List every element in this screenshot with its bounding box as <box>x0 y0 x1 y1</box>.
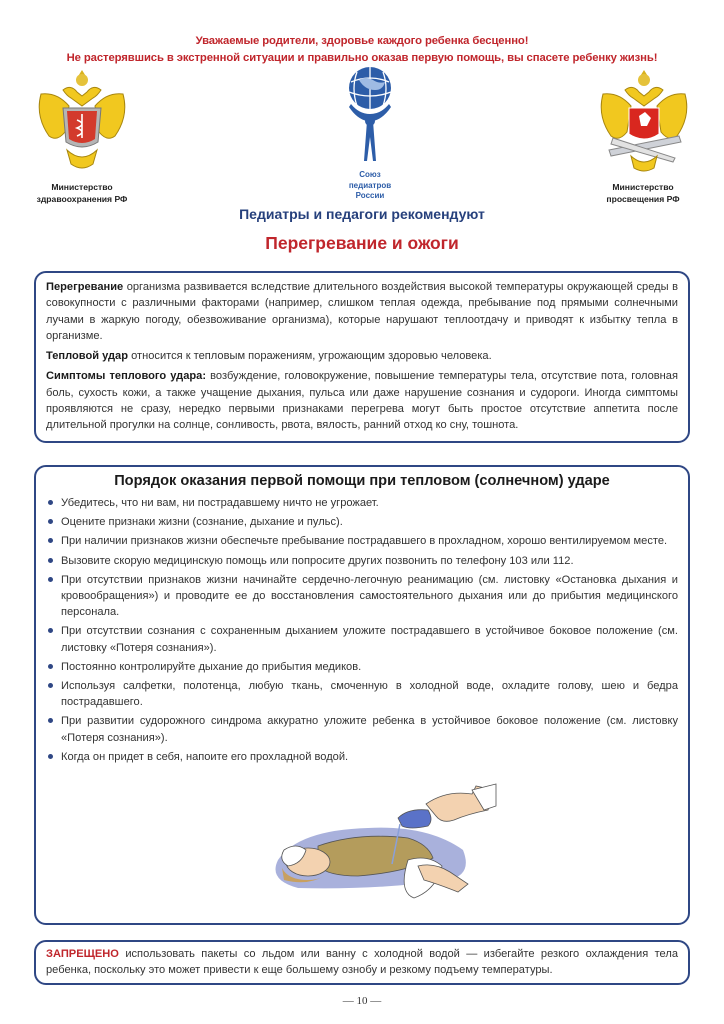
list-item <box>46 749 678 765</box>
union-of-pediatricians-caption <box>330 170 410 202</box>
intro-box <box>34 271 690 443</box>
symptoms-term: Симптомы теплового удара: <box>46 370 207 383</box>
step-text: Вызовите скорую медицинскую помощь или попросите других позвонить по телефону 103 или 112. <box>61 554 574 567</box>
header-line-1: Уважаемые родители, здоровье каждого ребенка бесценно! <box>195 35 529 47</box>
ministry-of-education-emblem-icon <box>595 66 693 174</box>
list-item <box>46 713 678 745</box>
page-title: Перегревание и ожоги <box>265 233 459 253</box>
step-text: Постоянно контролируйте дыхание до прибытия медиков. <box>61 660 362 673</box>
bullet-icon <box>48 558 53 563</box>
bullet-icon <box>48 519 53 524</box>
warning-text: использовать пакеты со льдом или ванну с холодной водой — избегайте резкого охлаждения тела ребенка, поскольку это может привести к еще большему ознобу и резкому подъему температуры. <box>46 948 678 977</box>
list-item <box>46 514 678 530</box>
step-text: При отсутствии сознания с сохраненным дыханием уложите пострадавшего в устойчивое боковое положение (см. листовку «Потеря сознания»). <box>61 625 678 654</box>
union-of-pediatricians-logo-icon <box>337 64 403 168</box>
heatstroke-paragraph <box>46 348 678 364</box>
warning-term: ЗАПРЕЩЕНО <box>46 948 119 960</box>
list-item <box>46 623 678 655</box>
step-text: При отсутствии признаков жизни начинайте сердечно-легочную реанимацию (см. листовку «Остановка дыхания и кровообращения») и проводите ее до восстановления самостоятельного дыхания или до прибытия медицинского персонала. <box>61 573 678 619</box>
step-text: Оцените признаки жизни (сознание, дыхание и пульс). <box>61 516 343 529</box>
warning-paragraph <box>46 946 678 979</box>
bullet-icon <box>48 500 53 505</box>
warning-box <box>34 940 690 985</box>
header-line-2: Не растерявшись в экстренной ситуации и правильно оказав первую помощь, вы спасете ребенку жизнь! <box>66 52 658 64</box>
symptoms-text: возбуждение, головокружение, повышение температуры тела, отсутствие пота, головная боль, сухость кожи, а также учащение дыхания, пульса или даже нарушение сознания и судороги. Иногда симптомы проявляются не сразу, нередко первыми признаками перегрева могут быть простое отсутствие аппетита после длительной прогулки на солнце, сонливость, рвота, вялость, ранний отход ко сну, тошнота. <box>46 370 678 432</box>
heatstroke-text: относится к тепловым поражениям, угрожающим здоровью человека. <box>128 350 492 363</box>
bullet-icon <box>48 664 53 669</box>
page-number: — 10 — <box>342 995 382 1007</box>
caption-line: педиатров <box>348 180 392 190</box>
heatstroke-term: Тепловой удар <box>46 350 129 363</box>
first-aid-title: Порядок оказания первой помощи при тепловом (солнечном) ударе <box>114 473 610 489</box>
ministry-of-education-caption <box>583 181 703 205</box>
list-item <box>46 572 678 621</box>
caption-line: Министерство <box>612 182 674 192</box>
overheating-text: организма развивается вследствие длительного воздействия высокой температуры окружающей среды в совокупности с различными факторами (например, слишком теплая одежда, пребывание под прямыми солнечными лучами в жаркую погоду, обезвоживание организма), которые нарушают теплоотдачу и приводят к избытку тепла в организме. <box>46 281 678 342</box>
ministry-of-health-caption <box>22 181 142 205</box>
bullet-icon <box>48 718 53 723</box>
list-item <box>46 495 678 511</box>
step-text: Убедитесь, что ни вам, ни пострадавшему ничто не угрожает. <box>61 497 379 509</box>
bullet-icon <box>48 628 53 633</box>
subtitle: Педиатры и педагоги рекомендуют <box>239 206 485 222</box>
caption-line: здравоохранения РФ <box>36 194 128 204</box>
list-item <box>46 553 678 569</box>
step-text: При развитии судорожного синдрома аккуратно уложите ребенка в устойчивое боковое положение (см. листовку «Потеря сознания»). <box>61 715 678 744</box>
step-text: Используя салфетки, полотенца, любую ткань, смоченную в холодной воде, охладите голову, шею и бедра пострадавшего. <box>61 680 678 709</box>
step-text: При наличии признаков жизни обеспечьте пребывание пострадавшего в прохладном, хорошо вентилируемом месте. <box>61 535 668 548</box>
bullet-icon <box>48 754 53 759</box>
bullet-icon <box>48 538 53 543</box>
first-aid-steps <box>46 495 678 765</box>
ministry-of-health-emblem-icon <box>33 66 131 174</box>
overheating-paragraph <box>46 279 678 344</box>
first-aid-illustration <box>258 780 498 910</box>
caption-line: России <box>355 191 385 200</box>
step-text: Когда он придет в себя, напоите его прохладной водой. <box>61 750 349 763</box>
list-item <box>46 678 678 710</box>
bullet-icon <box>48 683 53 688</box>
overheating-term: Перегревание <box>46 281 124 293</box>
symptoms-paragraph <box>46 368 678 433</box>
caption-line: просвещения РФ <box>606 194 680 204</box>
caption-line: Союз <box>359 170 381 179</box>
list-item <box>46 533 678 549</box>
bullet-icon <box>48 577 53 582</box>
list-item <box>46 659 678 675</box>
caption-line: Министерство <box>51 182 113 192</box>
